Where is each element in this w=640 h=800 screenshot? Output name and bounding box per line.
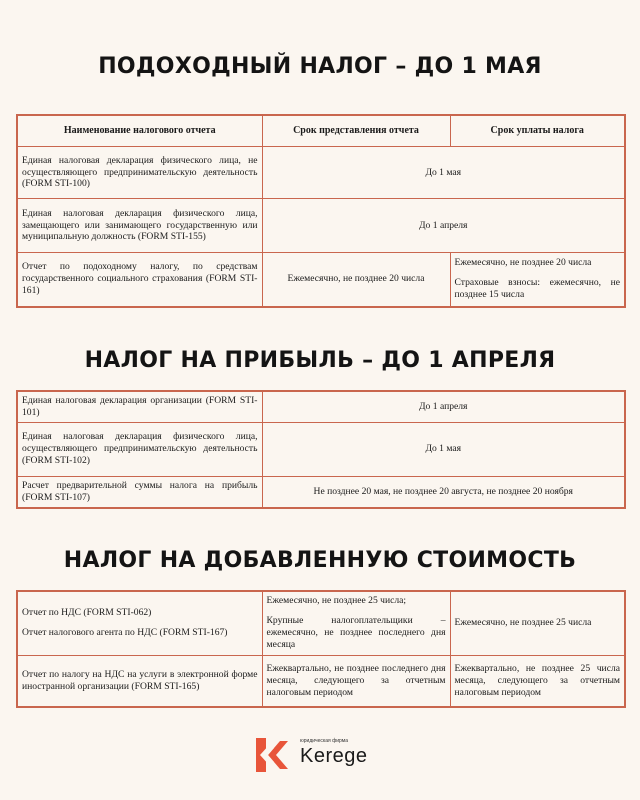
payment-deadline-cell	[450, 253, 625, 307]
table-header-row	[17, 115, 625, 147]
report-name-cell: Единая налоговая декларация физического лица, осуществляющего предпринимательскую деятельность (FORM STI-102)	[17, 422, 262, 476]
report-deadline-large-taxpayers: Крупные налогоплательщики – ежемесячно, не позднее последнего дня месяца	[266, 615, 446, 651]
payment-deadline-cell: Ежеквартально, не позднее 25 числа месяца, следующего за отчетным налоговым периодом	[450, 655, 625, 707]
report-name-vat-agent: Отчет налогового агента по НДС (FORM STI-167)	[22, 627, 228, 639]
report-deadline-monthly: Ежемесячно, не позднее 25 числа;	[266, 595, 407, 607]
payment-deadline-main: Ежемесячно, не позднее 20 числа	[454, 257, 592, 269]
table-row	[17, 147, 625, 199]
report-name-vat: Отчет по НДС (FORM STI-062)	[22, 607, 152, 619]
company-logo	[256, 736, 396, 772]
table-row	[17, 253, 625, 307]
report-name-cell: Единая налоговая декларация физического лица, замещающего или занимающего государственную или муниципальную должность (FORM STI-155)	[17, 199, 262, 253]
deadline-cell: До 1 мая	[262, 422, 625, 476]
income-tax-table	[16, 114, 626, 308]
deadline-cell: Не позднее 20 мая, не позднее 20 августа, не позднее 20 ноября	[262, 476, 625, 507]
table-row	[17, 655, 625, 707]
table-row	[17, 591, 625, 655]
report-deadline-cell: Ежемесячно, не позднее 20 числа	[262, 253, 450, 307]
report-name-cell: Отчет по подоходному налогу, по средствам государственного социального страхования (FORM STI-161)	[17, 253, 262, 307]
header-submission-deadline: Срок представления отчета	[262, 115, 450, 147]
kerege-logo-icon	[256, 738, 292, 772]
section-title-profit-tax: НАЛОГ НА ПРИБЫЛЬ – ДО 1 АПРЕЛЯ	[84, 348, 556, 373]
report-name-cell: Расчет предварительной суммы налога на прибыль (FORM STI-107)	[17, 476, 262, 507]
vat-table	[16, 590, 626, 708]
report-name-cell: Единая налоговая декларация физического лица, не осуществляющего предпринимательскую деятельность (FORM STI-100)	[17, 147, 262, 199]
payment-deadline-insurance: Страховые взносы: ежемесячно, не позднее 15 числа	[454, 277, 620, 301]
table-row	[17, 199, 625, 253]
report-name-cell	[17, 591, 262, 655]
report-name-cell: Отчет по налогу на НДС на услуги в электронной форме иностранной организации (FORM STI-165)	[17, 655, 262, 707]
report-deadline-cell: Ежеквартально, не позднее последнего дня месяца, следующего за отчетным налоговым периодом	[262, 655, 450, 707]
section-title-income-tax: ПОДОХОДНЫЙ НАЛОГ – ДО 1 МАЯ	[98, 54, 542, 79]
deadline-cell: До 1 мая	[262, 147, 625, 199]
header-report-name: Наименование налогового отчета	[17, 115, 262, 147]
logo-name: Kerege	[300, 745, 368, 767]
report-name-cell: Единая налоговая декларация организации (FORM STI-101)	[17, 391, 262, 422]
report-deadline-cell	[262, 591, 450, 655]
payment-deadline-cell: Ежемесячно, не позднее 25 числа	[450, 591, 625, 655]
section-title-vat: НАЛОГ НА ДОБАВЛЕННУЮ СТОИМОСТЬ	[63, 548, 577, 573]
profit-tax-table	[16, 390, 626, 509]
logo-subtitle: юридическая фирма	[300, 738, 349, 744]
table-row	[17, 391, 625, 422]
header-payment-deadline: Срок уплаты налога	[450, 115, 625, 147]
table-row	[17, 476, 625, 507]
deadline-cell: До 1 апреля	[262, 391, 625, 422]
table-row	[17, 422, 625, 476]
deadline-cell: До 1 апреля	[262, 199, 625, 253]
